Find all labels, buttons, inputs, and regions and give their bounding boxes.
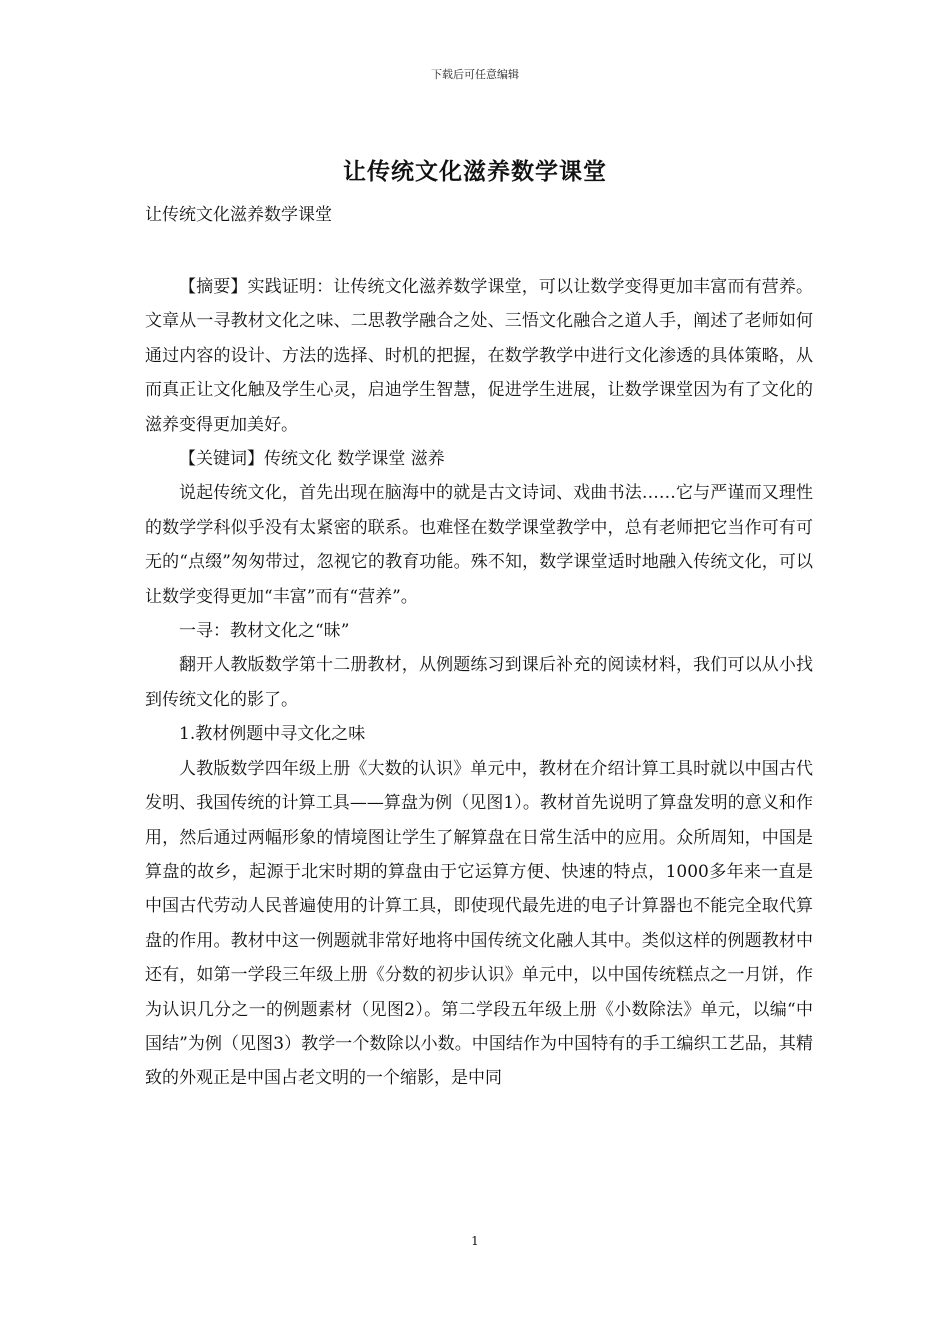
document-title: 让传统文化滋养数学课堂 — [343, 158, 607, 185]
document-body — [145, 270, 813, 1096]
section-heading: 一寻：教材文化之“昧” — [179, 621, 350, 642]
abstract-paragraph: 【摘要】实践证明：让传统文化滋养数学课堂，可以让数学变得更加丰富而有营养。文章从一寻教材文化之味、二思教学融合之处、三悟文化融合之道人手，阐述了老师如何通过内容的设计、方法的选择、时机的把握，在数学教学中进行文化渗透的具体策略，从而真正让文化触及学生心灵，启迪学生智慧，促进学生进展，让数学课堂因为有了文化的滋养变得更加美好。 — [145, 277, 813, 435]
body-paragraph: 翻开人教版数学第十二册教材，从例题练习到课后补充的阅读材料，我们可以从小找到传统文化的影了。 — [145, 655, 813, 710]
document-subtitle: 让传统文化滋养数学课堂 — [145, 205, 332, 225]
page-number: 1 — [471, 1234, 479, 1248]
intro-paragraph: 说起传统文化，首先出现在脑海中的就是古文诗词、戏曲书法……它与严谨而又理性的数学学科似乎没有太紧密的联系。也难怪在数学课堂教学中，总有老师把它当作可有可无的“点缀”匆匆带过，忽视它的教育功能。殊不知，数学课堂适时地融入传统文化，可以让数学变得更加“丰富”而有“营养”。 — [145, 483, 813, 607]
header-note: 下载后可任意编辑 — [431, 68, 519, 81]
keywords-paragraph: 【关键词】传统文化 数学课堂 滋养 — [179, 449, 445, 470]
subsection-heading: 1.教材例题中寻文化之味 — [179, 724, 366, 745]
body-paragraph: 人教版数学四年级上册《大数的认识》单元中，教材在介绍计算工具时就以中国古代发明、我国传统的计算工具——算盘为例（见图1）。教材首先说明了算盘发明的意义和作用，然后通过两幅形象的情境图让学生了解算盘在日常生活中的应用。众所周知，中国是算盘的故乡，起源于北宋时期的算盘由于它运算方便、快速的特点，1000多年来一直是中国古代劳动人民普遍使用的计算工具，即使现代最先进的电子计算器也不能完全取代算盘的作用。教材中这一例题就非常好地将中国传统文化融人其中。类似这样的例题教材中还有，如第一学段三年级上册《分数的初步认识》单元中，以中国传统糕点之一月饼，作为认识几分之一的例题素材（见图2）。第二学段五年级上册《小数除法》单元，以编“中国结”为例（见图3）教学一个数除以小数。中国结作为中国特有的手工编织工艺品，其精致的外观正是中国占老文明的一个缩影，是中同 — [145, 758, 813, 1089]
